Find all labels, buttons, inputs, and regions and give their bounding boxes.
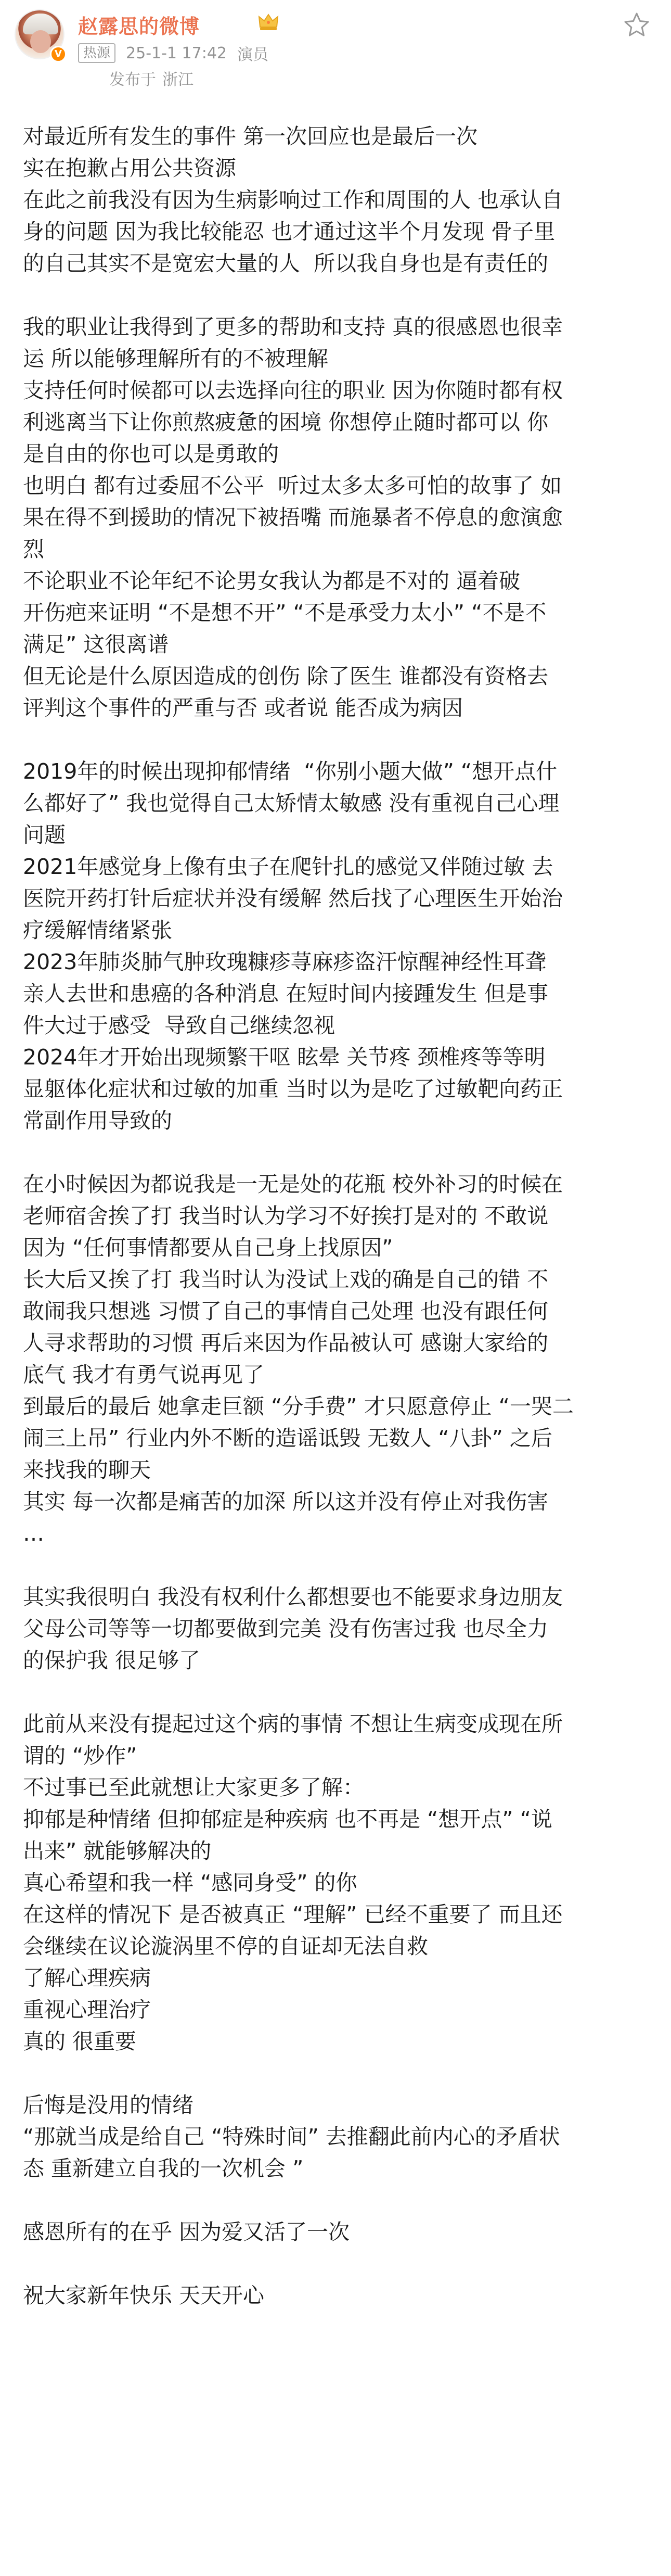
- post-text-line: 常副作用导致的: [23, 1108, 172, 1133]
- post-text-line: 人寻求帮助的习惯 再后来因为作品被认可 感谢大家给的: [23, 1330, 549, 1355]
- post-text-line: 敢闹我只想逃 习惯了自己的事情自己处理 也没有跟任何: [23, 1299, 549, 1324]
- post-text-line: 的保护我 很足够了: [23, 1648, 201, 1673]
- post-text-line: 亲人去世和患癌的各种消息 在短时间内接踵发生 但是事: [23, 981, 549, 1006]
- post-text-line: 满足” 这很离谱: [23, 632, 169, 657]
- post-text-line: 重视心理治疗: [23, 1997, 151, 2022]
- post-text-line: 支持任何时候都可以去选择向往的职业 因为你随时都有权: [23, 378, 563, 403]
- post-text-line: “那就当成是给自己 “特殊时间” 去推翻此前内心的矛盾状: [23, 2124, 560, 2149]
- post-text-line: 利逃离当下让你煎熬疲惫的困境 你想停止随时都可以 你: [23, 410, 549, 435]
- post-text-line: 显躯体化症状和过敏的加重 当时以为是吃了过敏靶向药正: [23, 1076, 563, 1101]
- paragraph-gap: [23, 2058, 652, 2089]
- post-body: [23, 121, 652, 2312]
- post-text-line: 2021年感觉身上像有虫子在爬针扎的感觉又伴随过敏 去: [23, 854, 553, 879]
- author-name[interactable]: 赵露思的微博: [78, 15, 200, 38]
- post-text-line: 医院开药打针后症状并没有缓解 然后找了心理医生开始治: [23, 886, 563, 911]
- post-text-line: 评判这个事件的严重与否 或者说 能否成为病因: [23, 695, 463, 720]
- post-text-line: 因为 “任何事情都要从自己身上找原因”: [23, 1235, 393, 1260]
- post-text-line: 实在抱歉占用公共资源: [23, 156, 236, 181]
- post-text-line: …: [23, 1521, 44, 1546]
- post-text-line: 了解心理疾病: [23, 1965, 151, 1990]
- post-text-line: 此前从来没有提起过这个病的事情 不想让生病变成现在所: [23, 1711, 563, 1736]
- post-text-line: 后悔是没用的情绪: [23, 2092, 193, 2117]
- post-text-line: 的自己其实不是宽宏大量的人 所以我自身也是有责任的: [23, 251, 549, 276]
- post-text-line: 感恩所有的在乎 因为爱又活了一次: [23, 2219, 350, 2244]
- post-text-line: 不过事已至此就想让大家更多了解：: [23, 1775, 364, 1800]
- post-text-line: 闹三上吊” 行业内外不断的造谣诋毁 无数人 “八卦” 之后: [23, 1426, 552, 1451]
- post-text-line: 老师宿舍挨了打 我当时认为学习不好挨打是对的 不敢说: [23, 1203, 549, 1228]
- post-text-line: 真的 很重要: [23, 2029, 137, 2054]
- post-text-line: 会继续在议论漩涡里不停的自证却无法自救: [23, 1934, 428, 1959]
- location-value: 浙江: [162, 71, 193, 89]
- post-text-line: 来找我的聊天: [23, 1457, 151, 1482]
- post-text-line: 父母公司等等一切都要做到完美 没有伤害过我 也尽全力: [23, 1616, 549, 1641]
- post-text-line: 在小时候因为都说我是一无是处的花瓶 校外补习的时候在: [23, 1172, 563, 1197]
- post-text-line: 在这样的情况下 是否被真正 “理解” 已经不重要了 而且还: [23, 1902, 563, 1927]
- post-location: [109, 67, 193, 90]
- post-header: [0, 0, 671, 88]
- post-text-line: 2019年的时候出现抑郁情绪 “你别小题大做” “想开点什: [23, 759, 558, 784]
- post-text-line: 果在得不到援助的情况下被捂嘴 而施暴者不停息的愈演愈: [23, 505, 563, 530]
- post-text-line: 件大过于感受 导致自己继续忽视: [23, 1013, 336, 1038]
- post-text-line: 对最近所有发生的事件 第一次回应也是最后一次: [23, 124, 478, 149]
- post-text-line: 2024年才开始出现频繁干呕 眩晕 关节疼 颈椎疼等等明: [23, 1045, 546, 1070]
- post-text-line: 真心希望和我一样 “感同身受” 的你: [23, 1870, 357, 1895]
- paragraph-gap: [23, 1550, 652, 1581]
- post-text-line: 是自由的你也可以是勇敢的: [23, 441, 279, 466]
- post-meta: [78, 42, 268, 65]
- post-text-line: 抑郁是种情绪 但抑郁症是种疾病 也不再是 “想开点” “说: [23, 1807, 552, 1832]
- post-text-line: 2023年肺炎肺气肿玫瑰糠疹荨麻疹盗汗惊醒神经性耳聋: [23, 949, 547, 974]
- post-text-line: 烈: [23, 537, 44, 562]
- avatar-face: [30, 30, 51, 53]
- post-text-line: 长大后又挨了打 我当时认为没试上戏的确是自己的错 不: [23, 1267, 549, 1292]
- paragraph-gap: [23, 724, 652, 756]
- post-text-line: 到最后的最后 她拿走巨额 “分手费” 才只愿意停止 “一哭二: [23, 1394, 574, 1419]
- post-text-line: 底气 我才有勇气说再见了: [23, 1362, 265, 1387]
- post-text-line: 但无论是什么原因造成的创伤 除了医生 谁都没有资格去: [23, 664, 549, 689]
- paragraph-gap: [23, 2248, 652, 2280]
- post-text-line: 身的问题 因为我比较能忍 也才通过这半个月发现 骨子里: [23, 219, 556, 244]
- post-time: 25-1-1 17:42: [126, 44, 227, 62]
- hot-source-tag[interactable]: 热源: [78, 43, 115, 63]
- post-text-line: 运 所以能够理解所有的不被理解: [23, 346, 329, 371]
- post-text-line: 在此之前我没有因为生病影响过工作和周围的人 也承认自: [23, 187, 563, 212]
- post-text-line: 么都好了” 我也觉得自己太矫情太敏感 没有重视自己心理: [23, 791, 560, 816]
- post-text-line: 疗缓解情绪紧张: [23, 918, 172, 943]
- post-text-line: 其实 每一次都是痛苦的加深 所以这并没有停止对我伤害: [23, 1489, 549, 1514]
- post-text-line: 其实我很明白 我没有权利什么都想要也不能要求身边朋友: [23, 1584, 563, 1609]
- post-text-line: 谓的 “炒作”: [23, 1743, 137, 1768]
- post-text-line: 也明白 都有过委屈不公平 听过太多太多可怕的故事了 如: [23, 473, 562, 498]
- post-text-line: 祝大家新年快乐 天天开心: [23, 2283, 265, 2308]
- paragraph-gap: [23, 280, 652, 311]
- paragraph-gap: [23, 2185, 652, 2216]
- post-device: 演员: [237, 46, 269, 64]
- location-prefix: 发布于: [109, 71, 156, 89]
- post-text-line: 问题: [23, 822, 66, 847]
- verified-badge-icon: V: [50, 46, 67, 62]
- paragraph-gap: [23, 1677, 652, 1708]
- post-text-line: 开伤疤来证明 “不是想不开” “不是承受力太小” “不是不: [23, 600, 547, 625]
- post-text-line: 态 重新建立自我的一次机会 ”: [23, 2156, 304, 2181]
- paragraph-gap: [23, 1137, 652, 1169]
- crown-icon: [258, 12, 279, 31]
- post-text-line: 我的职业让我得到了更多的帮助和支持 真的很感恩也很幸: [23, 314, 563, 339]
- post-text-line: 不论职业不论年纪不论男女我认为都是不对的 逼着破: [23, 568, 521, 593]
- star-outline-icon[interactable]: [622, 10, 651, 40]
- post-text-line: 出来” 就能够解决的: [23, 1838, 212, 1863]
